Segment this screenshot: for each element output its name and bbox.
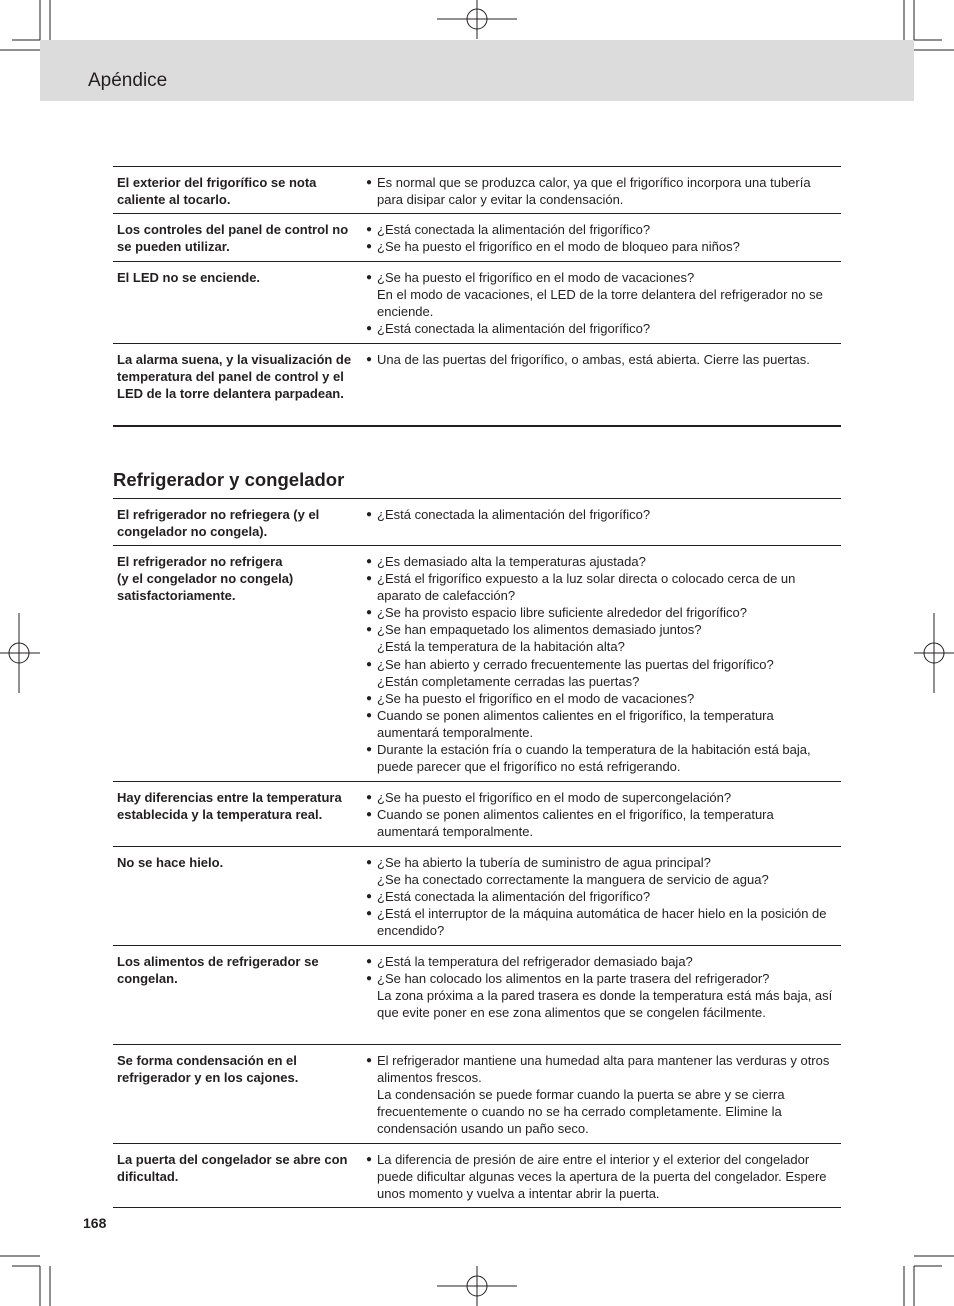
solution-cell <box>366 782 841 847</box>
solution-item <box>366 286 837 320</box>
solution-item <box>366 741 837 775</box>
problem-cell: Hay diferencias entre la temperatura establecida y la temperatura real. <box>117 790 342 823</box>
solution-text: ¿Se han abierto y cerrado frecuentemente las puertas del frigorífico? <box>377 656 774 672</box>
solution-text: ¿Se ha conectado correctamente la manguera de servicio de agua? <box>377 872 769 888</box>
troubleshooting-table-general <box>113 166 841 427</box>
solution-cell <box>366 1045 841 1144</box>
table-row <box>113 167 841 214</box>
bullet-icon: ● <box>366 709 373 721</box>
solution-text: En el modo de vacaciones, el LED de la torre delantera del refrigerador no se enciende. <box>377 287 823 320</box>
solution-item <box>366 506 837 523</box>
solution-cell <box>366 946 841 1045</box>
bullet-icon: ● <box>366 323 373 335</box>
solution-item <box>366 351 837 368</box>
solution-item <box>366 621 837 638</box>
bullet-icon: ● <box>366 792 373 803</box>
bullet-icon: ● <box>366 272 373 283</box>
solution-text: Es normal que se produzca calor, ya que el frigorífico incorpora una tubería para disipar calor y evitar la condensación. <box>377 175 811 208</box>
table-row <box>113 946 841 1045</box>
section-heading: Refrigerador y congelador <box>113 469 345 490</box>
solution-text: ¿Se ha puesto el frigorífico en el modo de bloqueo para niños? <box>377 239 740 255</box>
solution-text: ¿Está la temperatura de la habitación alta? <box>377 639 625 655</box>
bullet-icon: ● <box>366 354 373 365</box>
table-row <box>113 262 841 344</box>
bullet-icon: ● <box>366 509 373 520</box>
solution-text: ¿Se ha provisto espacio libre suficiente alrededor del frigorífico? <box>377 605 747 621</box>
solution-text: Cuando se ponen alimentos calientes en el frigorífico, la temperatura aumentará temporalmente. <box>377 707 774 740</box>
solution-text: Una de las puertas del frigorífico, o ambas, está abierta. Cierre las puertas. <box>377 352 810 367</box>
solution-item <box>366 888 837 905</box>
problem-cell: La puerta del congelador se abre con dificultad. <box>117 1152 348 1185</box>
problem-cell: El exterior del frigorífico se nota caliente al tocarlo. <box>117 175 317 208</box>
solution-cell <box>366 1144 841 1208</box>
registration-mark-left <box>0 613 40 693</box>
table-row <box>113 214 841 262</box>
solution-text: ¿Se ha abierto la tubería de suministro de agua principal? <box>377 855 711 870</box>
problem-cell: El refrigerador no refrigera (y el congelador no congela) satisfactoriamente. <box>117 554 294 604</box>
registration-mark-top <box>437 0 517 39</box>
solution-item <box>366 970 837 987</box>
problem-cell: Se forma condensación en el refrigerador y en los cajones. <box>117 1053 299 1086</box>
bullet-icon: ● <box>366 573 373 585</box>
bullet-icon: ● <box>366 658 373 670</box>
bullet-icon: ● <box>366 908 373 920</box>
solution-cell <box>366 262 841 344</box>
bullet-icon: ● <box>366 809 373 821</box>
bullet-icon: ● <box>366 607 373 619</box>
registration-mark-right <box>914 613 954 693</box>
solution-text: ¿Está la temperatura del refrigerador demasiado baja? <box>377 954 693 969</box>
solution-text: El refrigerador mantiene una humedad alta para mantener las verduras y otros alimentos frescos. <box>377 1053 830 1086</box>
solution-item <box>366 905 837 939</box>
solution-item <box>366 604 837 621</box>
solution-item <box>366 690 837 707</box>
solution-text: ¿Se ha puesto el frigorífico en el modo de vacaciones? <box>377 690 695 706</box>
bullet-icon: ● <box>366 956 373 967</box>
solution-item <box>366 1052 837 1086</box>
solution-item <box>366 806 837 840</box>
bullet-icon: ● <box>366 692 373 704</box>
solution-text: La diferencia de presión de aire entre el interior y el exterior del congelador puede dificultar algunas veces la apertura de la puerta del congelador. Espere unos momento y vuelva a intentar abrir la puerta. <box>377 1152 827 1202</box>
solution-cell <box>366 344 841 426</box>
solution-text: Durante la estación fría o cuando la temperatura de la habitación está baja, puede parecer que el frigorífico no está refrigerando. <box>377 742 811 775</box>
troubleshooting-table-refrigerator-freezer <box>113 498 841 1208</box>
solution-item <box>366 673 837 690</box>
header-band <box>40 40 914 101</box>
problem-cell: No se hace hielo. <box>117 855 224 870</box>
solution-item <box>366 638 837 655</box>
solution-text: Cuando se ponen alimentos calientes en el frigorífico, la temperatura aumentará temporalmente. <box>377 807 774 840</box>
solution-item <box>366 238 837 255</box>
solution-item <box>366 707 837 741</box>
solution-cell <box>366 499 841 546</box>
solution-cell <box>366 847 841 946</box>
page-title: Apéndice <box>88 70 168 91</box>
table-row <box>113 1045 841 1144</box>
problem-cell: El LED no se enciende. <box>117 270 261 285</box>
solution-item <box>366 1086 837 1137</box>
registration-mark-bottom <box>437 1266 517 1306</box>
solution-text: ¿Está conectada la alimentación del frigorífico? <box>377 889 651 905</box>
solution-text: La condensación se puede formar cuando la puerta se abre y se cierra frecuentemente o cuando no se ha cerrado completamente. Elimine la condensación usando un paño seco. <box>377 1087 785 1137</box>
solution-text: ¿Está conectada la alimentación del frigorífico? <box>377 321 651 337</box>
table-row <box>113 847 841 946</box>
solution-text: ¿Está conectada la alimentación del frigorífico? <box>377 222 651 237</box>
bullet-icon: ● <box>366 891 373 903</box>
solution-item <box>366 1151 837 1202</box>
solution-item <box>366 953 837 970</box>
page-number: 168 <box>83 1215 107 1231</box>
solution-item <box>366 789 837 806</box>
solution-text: ¿Se ha puesto el frigorífico en el modo de vacaciones? <box>377 270 695 285</box>
table-row <box>113 344 841 426</box>
solution-item <box>366 174 837 208</box>
solution-text: ¿Está conectada la alimentación del frigorífico? <box>377 507 651 522</box>
solution-cell <box>366 546 841 782</box>
solution-text: ¿Está el frigorífico expuesto a la luz solar directa o colocado cerca de un aparato de calefacción? <box>377 571 796 604</box>
solution-text: La zona próxima a la pared trasera es donde la temperatura está más baja, así que evite poner en ese zona alimentos que se congelen fácilmente. <box>377 988 833 1021</box>
solution-item <box>366 221 837 238</box>
solution-item <box>366 871 837 888</box>
solution-text: ¿Se ha puesto el frigorífico en el modo de supercongelación? <box>377 790 732 805</box>
solution-text: ¿Se han empaquetado los alimentos demasiado juntos? <box>377 622 702 638</box>
solution-item <box>366 570 837 604</box>
solution-item <box>366 320 837 337</box>
table-row <box>113 546 841 782</box>
problem-cell: El refrigerador no refriegera (y el congelador no congela). <box>117 507 320 540</box>
table-row <box>113 1144 841 1208</box>
problem-cell: Los alimentos de refrigerador se congelan. <box>117 954 319 987</box>
bullet-icon: ● <box>366 241 373 253</box>
solution-text: ¿Están completamente cerradas las puertas? <box>377 673 640 689</box>
bullet-icon: ● <box>366 973 373 985</box>
solution-item <box>366 854 837 871</box>
solution-item <box>366 987 837 1021</box>
solution-text: ¿Está el interruptor de la máquina automática de hacer hielo en la posición de encendido? <box>377 906 827 939</box>
bullet-icon: ● <box>366 556 373 567</box>
solution-item <box>366 269 837 286</box>
solution-cell <box>366 167 841 214</box>
solution-item <box>366 656 837 673</box>
bullet-icon: ● <box>366 744 373 756</box>
bullet-icon: ● <box>366 1154 373 1165</box>
bullet-icon: ● <box>366 224 373 235</box>
bullet-icon: ● <box>366 177 373 188</box>
solution-text: ¿Es demasiado alta la temperaturas ajustada? <box>377 554 646 569</box>
bullet-icon: ● <box>366 1055 373 1066</box>
bullet-icon: ● <box>366 624 373 636</box>
solution-cell <box>366 214 841 262</box>
solution-text: ¿Se han colocado los alimentos en la parte trasera del refrigerador? <box>377 971 770 987</box>
solution-item <box>366 553 837 570</box>
bullet-icon: ● <box>366 857 373 868</box>
table-row <box>113 499 841 546</box>
problem-cell: Los controles del panel de control no se pueden utilizar. <box>117 222 349 255</box>
table-row <box>113 782 841 847</box>
problem-cell: La alarma suena, y la visualización de temperatura del panel de control y el LED de la torre delantera parpadean. <box>117 352 352 402</box>
